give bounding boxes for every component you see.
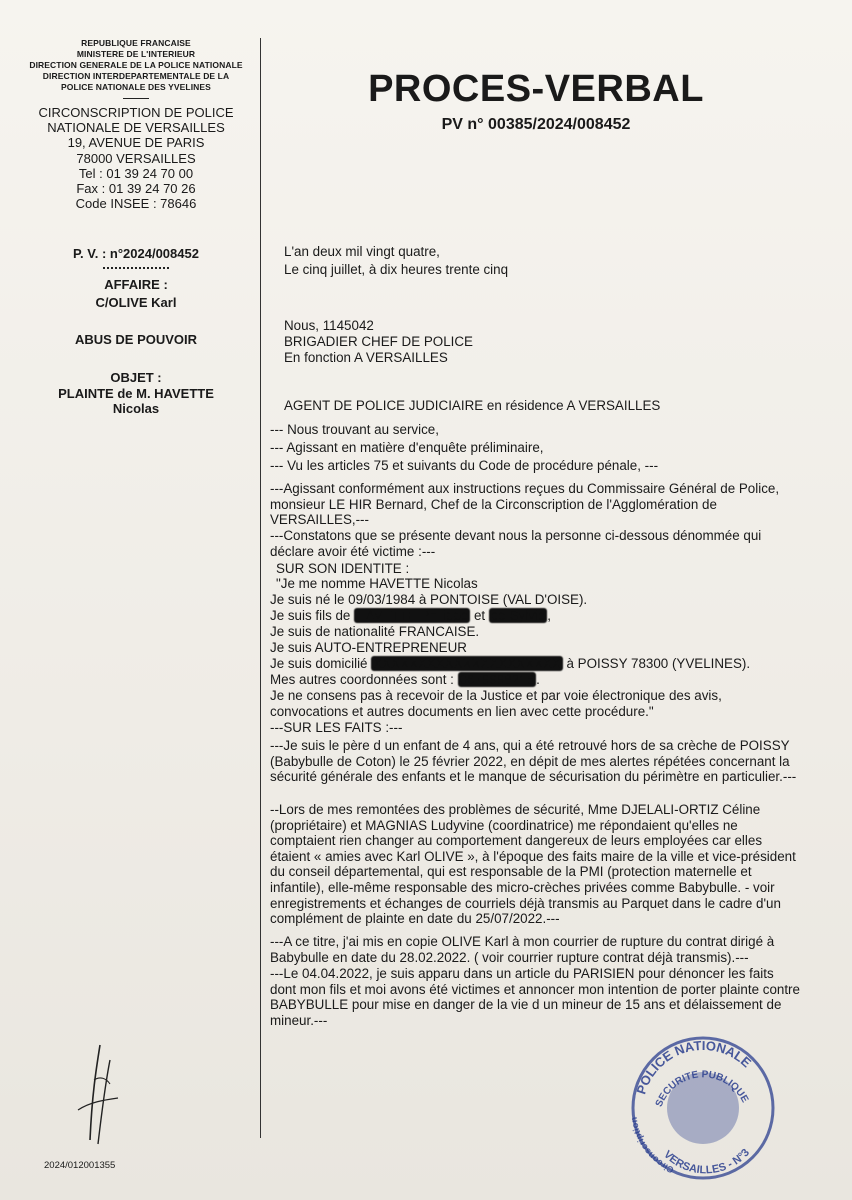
redacted-father: HAVETTE Philippe <box>356 608 469 623</box>
facts-paragraph-1: ---Je suis le père d un enfant de 4 ans, qui a été retrouvé hors de sa crèche de POISSY (Babybulle de Coton) le 25 février 2022, en dépit de mes alertes répétées concernant la sécurité générale des enfants et le manque de sécurisation du périmètre en particulier.--- <box>270 738 797 785</box>
identity-birth: Je suis né le 09/03/1984 à PONTOISE (VAL D'OISE). <box>270 592 588 607</box>
contact-suffix: . <box>536 672 540 687</box>
stamp-sub-text: SECURITE PUBLIQUE <box>653 1069 751 1109</box>
preamble-2: --- Agissant en matière d'enquête préliminaire, <box>270 440 544 455</box>
officer-grade: BRIGADIER CHEF DE POLICE <box>284 334 473 349</box>
objet-line-2: Nicolas <box>112 401 160 416</box>
identity-heading: SUR SON IDENTITE : <box>276 561 410 576</box>
identity-parents <box>270 608 551 624</box>
office-name-1: CIRCONSCRIPTION DE POLICE <box>38 105 234 120</box>
identity-profession: Je suis AUTO-ENTREPRENEUR <box>270 640 467 655</box>
pv-number-text: P. V. : n°2024/008452 <box>73 246 199 261</box>
svg-text:Circonscription <box>629 1116 676 1175</box>
instructions-paragraph: ---Agissant conformément aux instructions reçues du Commissaire Général de Police, monsieur LE HIR Bernard, Chef de la Circonscription de l'Agglomération de VERSAILLES,--- <box>270 481 780 528</box>
parents-prefix: Je suis fils de <box>270 608 355 623</box>
address-prefix: Je suis domicilié <box>270 656 372 671</box>
officer-id: Nous, 1145042 <box>284 318 374 333</box>
identity-contact <box>270 672 540 688</box>
dotted-separator <box>103 267 169 269</box>
office-tel: Tel : 01 39 24 70 00 <box>78 165 194 181</box>
stamp-seal <box>618 1020 788 1190</box>
agent-line: AGENT DE POLICE JUDICIAIRE en résidence A VERSAILLES <box>284 398 661 413</box>
office-fax: Fax : 01 39 24 70 26 <box>76 181 196 197</box>
identity-address <box>270 656 750 672</box>
affaire-block <box>18 276 254 312</box>
signature <box>70 1040 130 1155</box>
preamble-3: --- Vu les articles 75 et suivants du Code de procédure pénale, --- <box>270 458 659 473</box>
parents-comma: , <box>547 608 551 623</box>
redacted-address: XXXXXXXXXXXXXXXXXXXXX <box>373 656 561 671</box>
ministry-line: MINISTERE DE L'INTERIEUR <box>76 49 196 59</box>
direction-line-3: POLICE NATIONALE DES YVELINES <box>61 82 211 92</box>
parents-and: et <box>470 608 489 623</box>
office-street: 19, AVENUE DE PARIS <box>67 135 205 151</box>
official-stamp <box>618 1020 788 1195</box>
document-title: PROCES-VERBAL <box>368 68 704 110</box>
stamp-bottom-text: VERSAILLES - N°3 <box>661 1146 753 1177</box>
document-number: PV n° 00385/2024/008452 <box>441 116 631 133</box>
date-line-1: L'an deux mil vingt quatre, <box>284 244 440 259</box>
redacted-mother: de Sylvie <box>490 608 546 623</box>
officer-fonction: En fonction A VERSAILLES <box>284 350 448 365</box>
stamp-top-text: POLICE NATIONALE <box>633 1037 755 1097</box>
republic-line: REPUBLIQUE FRANCAISE <box>81 38 191 48</box>
pv-number-left <box>18 246 254 269</box>
facts-paragraph-2: --Lors de mes remontées des problèmes de sécurité, Mme DJELALI-ORTIZ Céline (propriétaire) et MAGNIAS Ludyvine (coordinatrice) me répondaient qu'elles ne comptaient rien changer au comportement dangereux de leurs employées car elles étaient « amies avec Karl OLIVE », à l'époque des faits maire de la ville et vice-président du conseil départemental, qui est responsable de la PMI (protection maternelle et infantile), elle-même responsable des micro-crèches privées comme Babybulle. - voir enregistrements et échanges de courriels déjà transmis au Parquet dans le cadre d'un complément de plainte en date du 25/07/2022.--- <box>270 802 796 927</box>
stamp-left-text: Circonscription <box>628 1116 676 1176</box>
redacted-phone: 0679998216 <box>459 672 535 687</box>
office-city: 78000 VERSAILLES <box>76 150 196 166</box>
direction-line-1: DIRECTION GENERALE DE LA POLICE NATIONALE <box>29 60 243 70</box>
issuer-header <box>18 38 254 211</box>
contact-prefix: Mes autres coordonnées sont : <box>270 672 458 687</box>
office-insee: Code INSEE : 78646 <box>75 196 197 212</box>
date-line-2: Le cinq juillet, à dix heures trente cinq <box>284 262 509 277</box>
preamble-1: --- Nous trouvant au service, <box>270 422 439 437</box>
direction-line-2: DIRECTION INTERDEPARTEMENTALE DE LA <box>42 71 230 81</box>
constat-paragraph: ---Constatons que se présente devant nous la personne ci-dessous dénommée qui déclare avoir été victime :--- <box>270 528 762 559</box>
affaire-label: AFFAIRE : <box>104 277 168 292</box>
header-separator <box>123 98 149 99</box>
footer-code: 2024/012001355 <box>44 1160 116 1171</box>
affaire-value: C/OLIVE Karl <box>95 295 177 310</box>
objet-block <box>18 370 254 417</box>
objet-label: OBJET : <box>110 370 162 385</box>
facts-paragraph-4: ---Le 04.04.2022, je suis apparu dans un article du PARISIEN pour dénoncer les faits dont mon fils et moi avons été victimes et annoncer mon intention de porter plainte contre BABYBULLE pour mise en danger de la vie d un mineur de 15 ans et délaissement de mineur.--- <box>270 966 800 1028</box>
signature-mark <box>70 1040 130 1150</box>
address-suffix: à POISSY 78300 (YVELINES). <box>562 656 751 671</box>
margin-rule <box>260 38 261 1138</box>
identity-nationality: Je suis de nationalité FRANCAISE. <box>270 624 480 639</box>
facts-heading: ---SUR LES FAITS :--- <box>270 720 403 735</box>
facts-paragraph-3: ---A ce titre, j'ai mis en copie OLIVE Karl à mon courrier de rupture du contrat dirigé à Babybulle en date du 28.02.2022. ( voir courrier rupture contrat déjà transmis).--- <box>270 934 775 965</box>
office-name-2: NATIONALE DE VERSAILLES <box>47 120 225 136</box>
offense-label: ABUS DE POUVOIR <box>74 332 198 347</box>
consent-paragraph: Je ne consens pas à recevoir de la Justice et par voie électronique des avis, convocations et autres documents en lien avec cette procédure." <box>270 688 722 719</box>
objet-line-1: PLAINTE de M. HAVETTE <box>58 385 214 401</box>
identity-name: "Je me nomme HAVETTE Nicolas <box>276 576 478 591</box>
